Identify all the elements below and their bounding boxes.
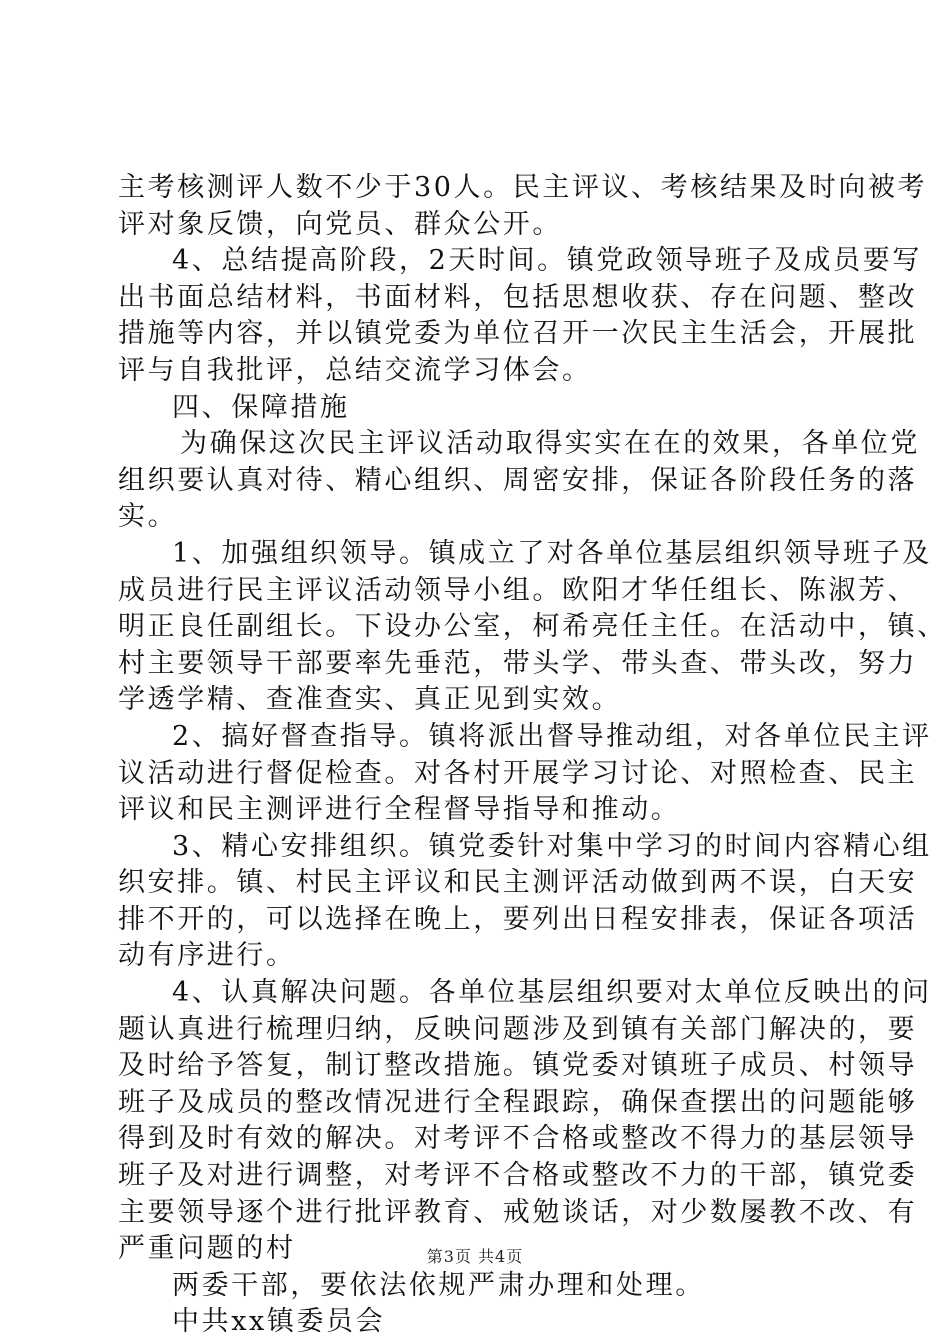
document-body (118, 170, 947, 1341)
text-line: 得到及时有效的解决。对考评不合格或整改不得力的基层领导 (118, 1123, 918, 1155)
page-number-footer: 第3页 共4页 (426, 1247, 524, 1266)
text-line: 及时给予答复，制订整改措施。镇党委对镇班子成员、村领导 (118, 1050, 918, 1082)
text-block (118, 170, 947, 1341)
text-line: 班子及对进行调整，对考评不合格或整改不力的干部，镇党委 (118, 1160, 918, 1192)
text-line: 成员进行民主评议活动领导小组。欧阳才华任组长、陈淑芳、 (118, 574, 918, 606)
text-line: 1、加强组织领导。镇成立了对各单位基层组织领导班子及 (172, 537, 932, 569)
text-line: 4、认真解决问题。各单位基层组织要对太单位反映出的问 (172, 977, 932, 1009)
text-line: 议活动进行督促检查。对各村开展学习讨论、对照检查、民主 (118, 757, 918, 789)
text-line: 主考核测评人数不少于30人。民主评议、考核结果及时向被考 (118, 172, 928, 203)
text-line: 班子及成员的整改情况进行全程跟踪，确保查摆出的问题能够 (118, 1086, 918, 1118)
text-line: 村主要领导干部要率先垂范，带头学、带头查、带头改，努力 (118, 647, 918, 679)
signature-line: 中共xx镇委员会 (172, 1306, 386, 1338)
text-line: 评对象反馈，向党员、群众公开。 (118, 208, 562, 240)
text-line: 出书面总结材料，书面材料，包括思想收获、存在问题、整改 (118, 281, 918, 313)
text-line: 主要领导逐个进行批评教育、戒勉谈话，对少数屡教不改、有 (118, 1196, 918, 1228)
text-line: 3、精心安排组织。镇党委针对集中学习的时间内容精心组 (172, 830, 932, 862)
text-line: 严重问题的村 (118, 1233, 296, 1265)
text-line: 措施等内容，并以镇党委为单位召开一次民主生活会，开展批 (118, 318, 918, 350)
text-line: 为确保这次民主评议活动取得实实在在的效果，各单位党 (180, 428, 920, 460)
section-heading: 四、保障措施 (172, 391, 350, 423)
text-line: 组织要认真对待、精心组织、周密安排，保证各阶段任务的落 (118, 464, 918, 496)
text-line: 评议和民主测评进行全程督导指导和推动。 (118, 794, 681, 826)
text-line: 题认真进行梳理归纳，反映问题涉及到镇有关部门解决的，要 (118, 1013, 918, 1045)
text-line: 排不开的，可以选择在晚上，要列出日程安排表，保证各项活 (118, 903, 918, 935)
text-line: 动有序进行。 (118, 940, 296, 972)
text-line: 实。 (118, 501, 178, 533)
text-line: 织安排。镇、村民主评议和民主测评活动做到两不误，白天安 (118, 867, 918, 899)
text-line: 学透学精、查准查实、真正见到实效。 (118, 684, 622, 716)
text-line: 两委干部，要依法依规严肃办理和处理。 (172, 1269, 705, 1301)
text-line: 2、搞好督查指导。镇将派出督导推动组，对各单位民主评 (172, 720, 932, 752)
text-line: 评与自我批评，总结交流学习体会。 (118, 354, 592, 386)
text-line: 4、总结提高阶段，2天时间。镇党政领导班子及成员要写 (172, 245, 922, 277)
text-line: 明正良任副组长。下设办公室，柯希亮任主任。在活动中，镇、 (118, 611, 947, 643)
